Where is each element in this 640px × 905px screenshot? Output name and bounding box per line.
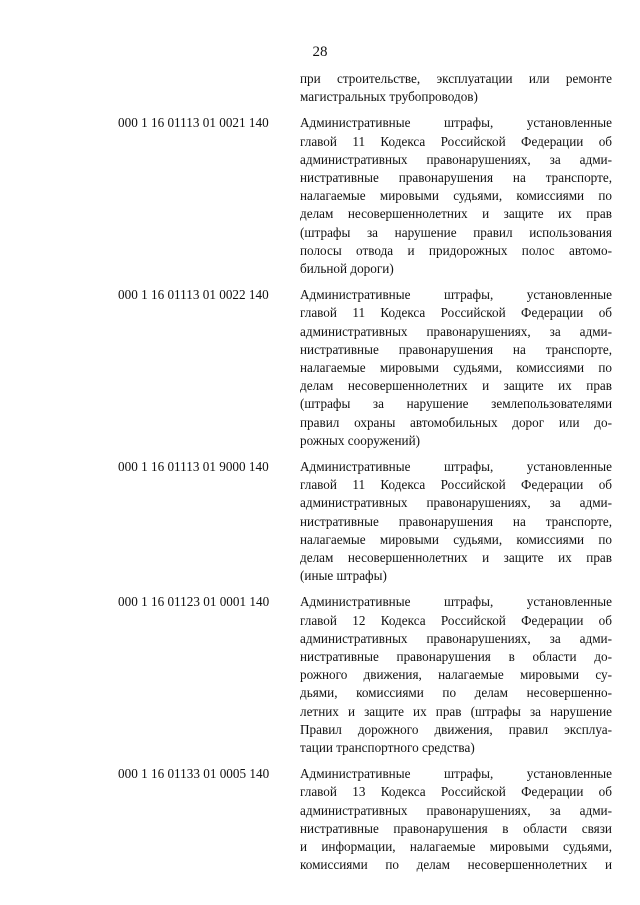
document-body bbox=[0, 70, 640, 874]
text-line: главой 11 Кодекса Российской Федерации об bbox=[300, 477, 612, 493]
text-line: главой 11 Кодекса Российской Федерации об bbox=[300, 133, 612, 149]
text-line: нистративные правонарушения на транспорте, bbox=[300, 513, 612, 529]
text-line: рожного движения, налагаемые мировыми су- bbox=[300, 667, 612, 683]
table-row bbox=[0, 765, 640, 874]
budget-classification-code: 000 1 16 01123 01 0001 140 bbox=[118, 594, 270, 610]
text-line: административных правонарушениях, за адми- bbox=[300, 630, 612, 646]
continuation-text bbox=[300, 70, 612, 106]
budget-classification-code: 000 1 16 01113 01 0022 140 bbox=[118, 287, 269, 303]
text-line: Административные штрафы, установленные bbox=[300, 766, 612, 782]
code-description bbox=[300, 286, 612, 450]
page-number: 28 bbox=[312, 44, 328, 60]
text-line: (штрафы за нарушение правил использования bbox=[300, 224, 612, 240]
text-line: главой 12 Кодекса Российской Федерации об bbox=[300, 612, 612, 628]
text-line: Административные штрафы, установленные bbox=[300, 115, 612, 131]
text-line: Административные штрафы, установленные bbox=[300, 594, 612, 610]
text-line: главой 13 Кодекса Российской Федерации об bbox=[300, 784, 612, 800]
text-line: тации транспортного средства) bbox=[300, 739, 475, 755]
text-line: Административные штрафы, установленные bbox=[300, 287, 612, 303]
text-line: рожных сооружений) bbox=[300, 432, 421, 448]
text-line: Правил дорожного движения, правил эксплуа- bbox=[300, 721, 612, 737]
text-line: Административные штрафы, установленные bbox=[300, 458, 612, 474]
text-line: административных правонарушениях, за адми- bbox=[300, 151, 612, 167]
text-line: дьями, комиссиями по делам несовершенно- bbox=[300, 685, 612, 701]
code-description bbox=[300, 114, 612, 278]
text-line: нистративные правонарушения в области до- bbox=[300, 648, 612, 664]
text-line: налагаемые мировыми судьями, комиссиями по bbox=[300, 188, 612, 204]
table-row bbox=[0, 286, 640, 450]
text-line: главой 11 Кодекса Российской Федерации об bbox=[300, 305, 612, 321]
text-line: (иные штрафы) bbox=[300, 568, 387, 584]
text-line: нистративные правонарушения на транспорте, bbox=[300, 341, 612, 357]
code-table bbox=[0, 114, 640, 874]
text-line: административных правонарушениях, за адми- bbox=[300, 495, 612, 511]
text-line: и информации, налагаемые мировыми судьями, bbox=[300, 838, 612, 854]
budget-classification-code: 000 1 16 01133 01 0005 140 bbox=[118, 766, 270, 782]
text-line: магистральных трубопроводов) bbox=[300, 89, 478, 105]
text-line: комиссиями по делам несовершеннолетних и bbox=[300, 857, 612, 873]
text-line: полосы отвода и придорожных полос автомо- bbox=[300, 242, 612, 258]
text-line: административных правонарушениях, за адми- bbox=[300, 802, 612, 818]
text-line: делам несовершеннолетних и защите их прав bbox=[300, 549, 612, 565]
text-line: летних и защите их прав (штрафы за нарушение bbox=[300, 703, 612, 719]
text-line: правил охраны автомобильных дорог или до- bbox=[300, 414, 612, 430]
text-line: при строительстве, эксплуатации или ремонте bbox=[300, 71, 612, 86]
table-row bbox=[0, 458, 640, 585]
table-row bbox=[0, 114, 640, 278]
continuation-block bbox=[0, 70, 640, 106]
text-line: нистративные правонарушения на транспорте, bbox=[300, 169, 612, 185]
text-line: бильной дороги) bbox=[300, 260, 394, 276]
text-line: нистративные правонарушения в области связи bbox=[300, 820, 612, 836]
budget-classification-code: 000 1 16 01113 01 0021 140 bbox=[118, 115, 269, 131]
code-description bbox=[300, 458, 612, 585]
table-row bbox=[0, 593, 640, 757]
text-line: налагаемые мировыми судьями, комиссиями по bbox=[300, 531, 612, 547]
code-description bbox=[300, 593, 612, 757]
budget-classification-code: 000 1 16 01113 01 9000 140 bbox=[118, 458, 269, 474]
code-description bbox=[300, 765, 612, 874]
text-line: делам несовершеннолетних и защите их прав bbox=[300, 378, 612, 394]
text-line: административных правонарушениях, за адми- bbox=[300, 323, 612, 339]
text-line: делам несовершеннолетних и защите их прав bbox=[300, 206, 612, 222]
text-line: (штрафы за нарушение землепользователями bbox=[300, 396, 612, 412]
text-line: налагаемые мировыми судьями, комиссиями по bbox=[300, 359, 612, 375]
